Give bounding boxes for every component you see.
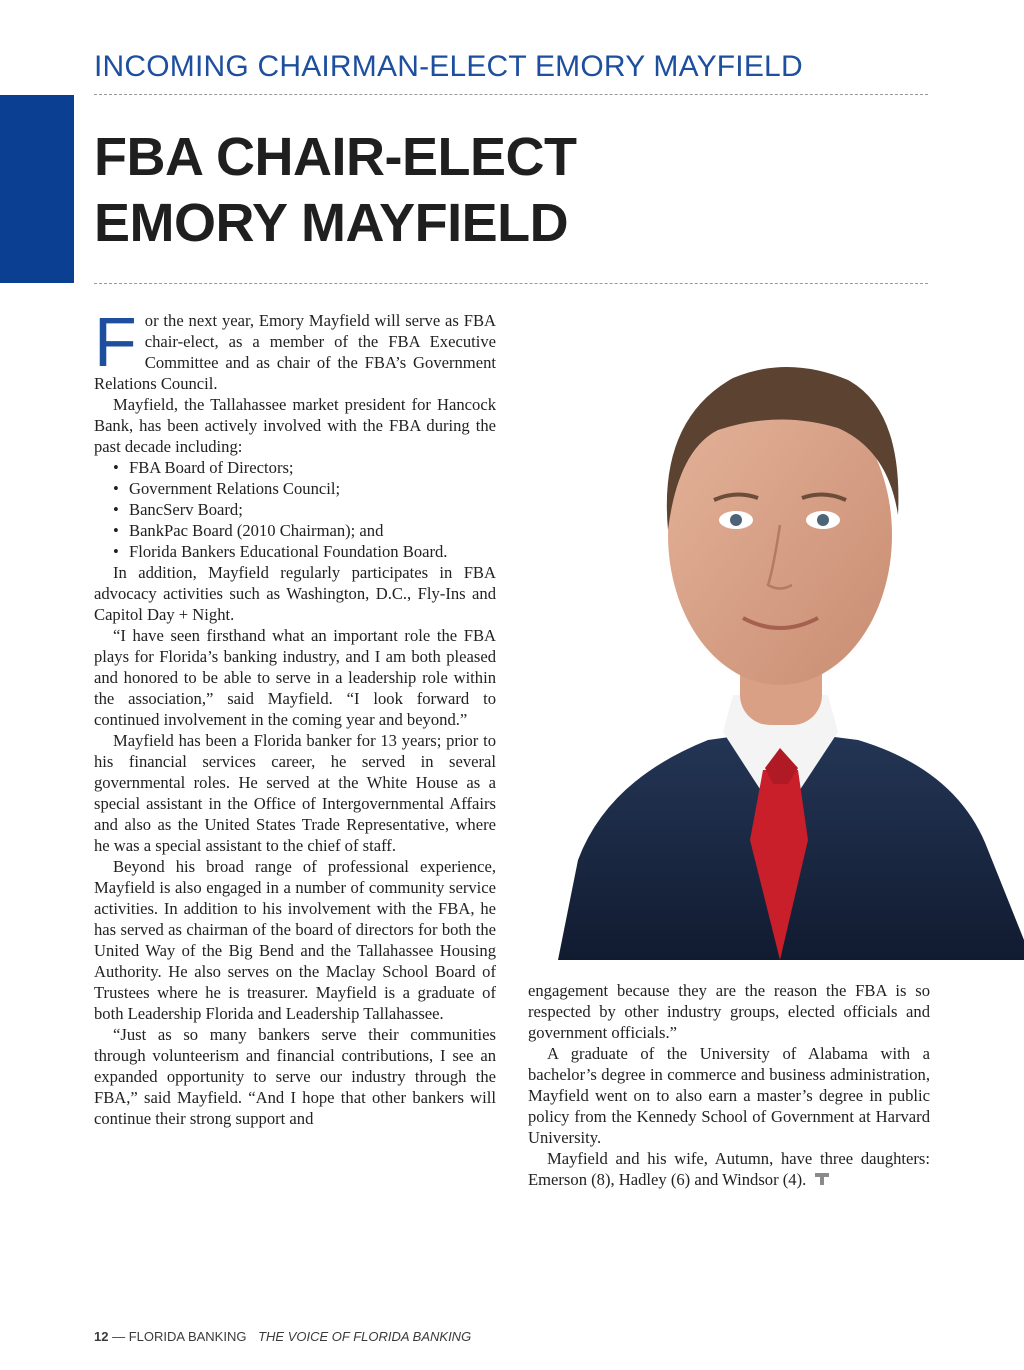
headline-divider <box>94 283 928 284</box>
page-number: 12 <box>94 1329 109 1344</box>
accent-bar <box>0 95 74 283</box>
article-paragraph: Mayfield has been a Florida banker for 13 years; prior to his financial services career, he served in several governmental roles. He served at the White House as a special assistant in the Office of Intergovernmental Affairs and also as the United States Trade Representative, where he was a special assistant to the chief of staff. <box>94 731 496 855</box>
article-column-left <box>94 303 496 1129</box>
article-paragraph: Mayfield and his wife, Autumn, have three daughters: Emerson (8), Hadley (6) and Windsor (4). <box>528 1149 930 1189</box>
article-paragraph: engagement because they are the reason the FBA is so respected by other industry groups, elected officials and government officials.” <box>528 981 930 1042</box>
publication-tagline: THE VOICE OF FLORIDA BANKING <box>258 1329 472 1344</box>
end-of-article-icon <box>814 1172 830 1186</box>
page-title-line-1: FBA CHAIR-ELECT <box>94 127 577 187</box>
page-title-line-2: EMORY MAYFIELD <box>94 193 569 253</box>
publication-name: FLORIDA BANKING <box>128 1329 247 1344</box>
article-paragraph: In addition, Mayfield regularly participates in FBA advocacy activities such as Washington, D.C., Fly-Ins and Capitol Day + Night. <box>94 563 496 624</box>
list-item: • BankPac Board (2010 Chairman); and <box>113 520 496 541</box>
involvement-list <box>113 457 496 562</box>
list-item: • Government Relations Council; <box>113 478 496 499</box>
article-paragraph: For the next year, Emory Mayfield will serve as FBA chair-elect, as a member of the FBA Executive Committee and as chair of the FBA’s Government Relations Council. <box>94 303 496 393</box>
article-paragraph: Beyond his broad range of professional experience, Mayfield is also engaged in a number of community service activities. In addition to his involvement with the FBA, he has served as chairman of the board of directors for both the United Way of the Big Bend and the Tallahassee Housing Authority. He also serves on the Maclay School Board of Trustees where he is treasurer. Mayfield is a graduate of both Leadership Florida and Leadership Tallahassee. <box>94 857 496 1023</box>
article-paragraph: Mayfield, the Tallahassee market president for Hancock Bank, has been actively involved with the FBA during the past decade including: <box>94 395 496 456</box>
article-paragraph: A graduate of the University of Alabama with a bachelor’s degree in commerce and business administration, Mayfield went on to also earn a master’s degree in public policy from the Kennedy School of Government at Harvard University. <box>528 1044 930 1147</box>
page-footer <box>94 1329 471 1344</box>
section-kicker: INCOMING CHAIRMAN-ELECT EMORY MAYFIELD <box>94 50 803 83</box>
article-column-right <box>528 980 930 1190</box>
article-paragraph: “Just as so many bankers serve their communities through volunteerism and financial contributions, I see an expanded opportunity to serve our industry through the FBA,” said Mayfield. “And I hope that other bankers will continue their strong support and <box>94 1025 496 1128</box>
page-title <box>94 124 576 256</box>
footer-separator: — <box>112 1329 126 1344</box>
article-paragraph: “I have seen firsthand what an important role the FBA plays for Florida’s banking industry, and I am both pleased and honored to be able to serve in a leadership role within the association,” said Mayfield. “I look forward to continued involvement in the coming year and beyond.” <box>94 626 496 729</box>
drop-cap: F <box>94 303 137 381</box>
top-divider <box>94 94 928 95</box>
portrait-photo <box>518 300 1024 960</box>
list-item: • FBA Board of Directors; <box>113 457 496 478</box>
list-item: • BancServ Board; <box>113 499 496 520</box>
list-item: • Florida Bankers Educational Foundation Board. <box>113 541 496 562</box>
